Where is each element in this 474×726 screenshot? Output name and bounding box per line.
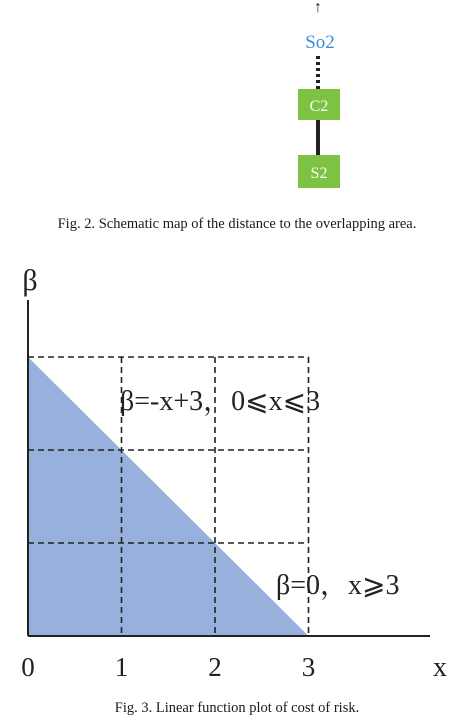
chart-x-label: x [433, 652, 447, 683]
chart-annotation-zero: β=0，x⩾3 [276, 570, 400, 601]
fig2-caption: Fig. 2. Schematic map of the distance to the overlapping area. [57, 216, 417, 232]
chart-y-label: β [22, 264, 38, 297]
chart-x-tick-label: 2 [208, 652, 222, 682]
chart-x-tick-label: 3 [301, 652, 316, 682]
fig2-s2-label: S2 [310, 165, 328, 182]
fig2-top-mark: ↑ [314, 0, 322, 16]
fig2-c2-label: C2 [309, 98, 329, 115]
fig3-caption: Fig. 3. Linear function plot of cost of risk. [114, 700, 360, 716]
chart-x-tick-label: 0 [21, 652, 35, 682]
chart-annotation-linear: β=-x+3，0⩽x⩽3 [120, 386, 321, 417]
fig3-chart [0, 252, 474, 692]
fig2-schematic [0, 0, 474, 200]
fig2-so2-label: So2 [305, 32, 335, 53]
chart-x-tick-label: 1 [114, 652, 129, 682]
